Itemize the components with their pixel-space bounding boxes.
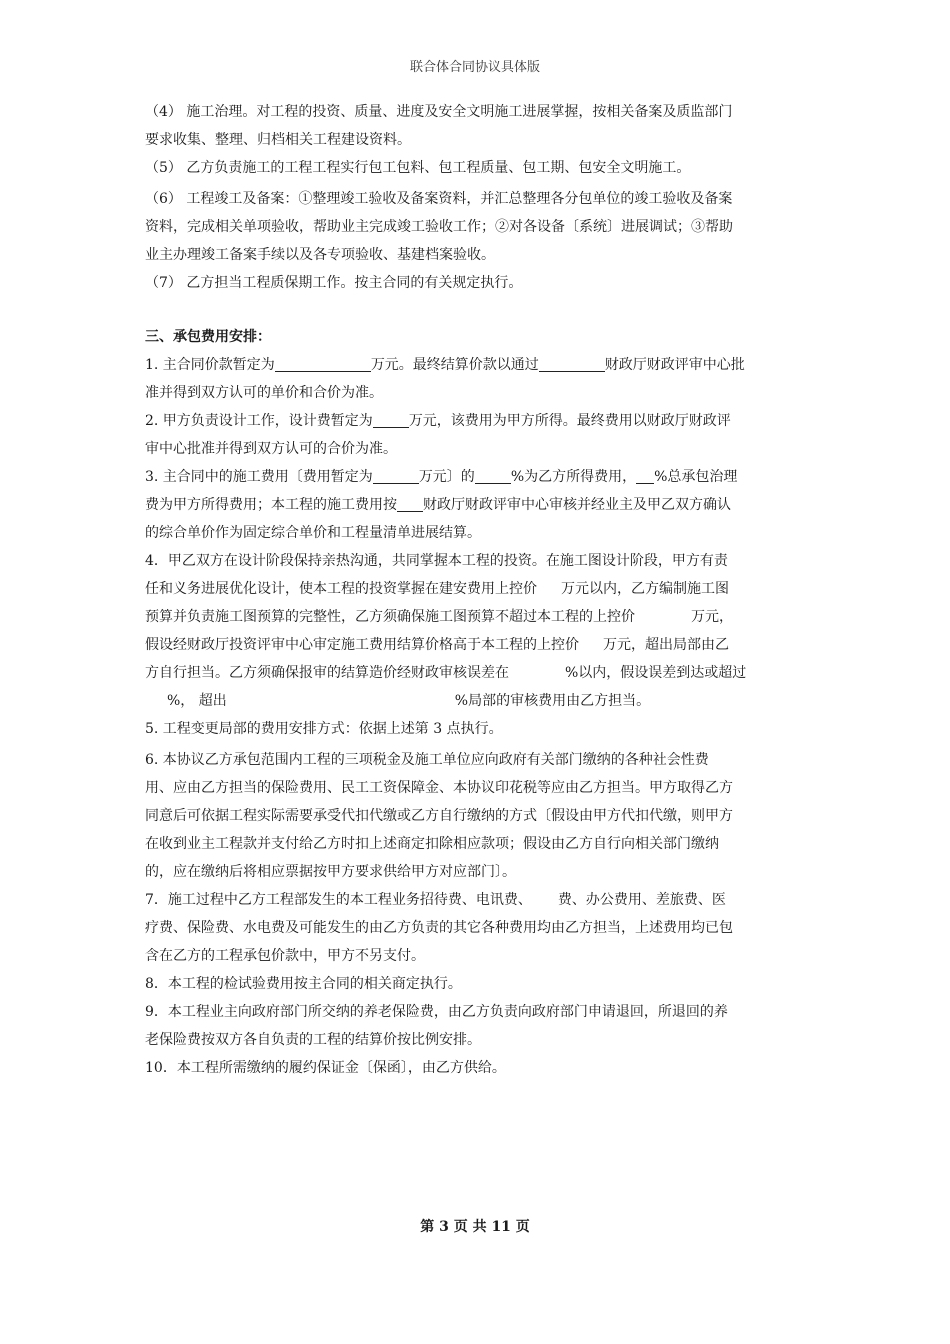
clause-9-line-1: 9．本工程业主向政府部门所交纳的养老保险费，由乙方负责向政府部门申请退回，所退回的养 — [145, 1004, 728, 1020]
blank-field — [636, 465, 654, 484]
clause-6-line-5: 的，应在缴纳后将相应票据按甲方要求供给甲方对应部门〕。 — [145, 864, 516, 880]
clause-1-line-2: 准并得到双方认可的单价和合价为准。 — [145, 385, 383, 401]
item-6-line-1: （6） 工程竣工及备案：①整理竣工验收及备案资料，并汇总整理各分包单位的竣工验收及备案 — [145, 191, 733, 207]
section-3-heading: 三、承包费用安排： — [145, 329, 271, 345]
clause-7-line-1: 7．施工过程中乙方工程部发生的本工程业务招待费、电讯费、 费、办公费用、差旅费、医 — [145, 892, 726, 908]
item-4-line-1: （4） 施工治理。对工程的投资、质量、进度及安全文明施工进展掌握，按相关备案及质监部门 — [145, 104, 733, 120]
item-5: （5） 乙方负责施工的工程工程实行包工包料、包工程质量、包工期、包安全文明施工。 — [145, 160, 691, 176]
blank-field — [397, 493, 423, 512]
clause-6-line-4: 在收到业主工程款并支付给乙方时扣上述商定扣除相应款项；假设由乙方自行向相关部门缴纳 — [145, 836, 719, 852]
clause-3-line-1: 3. 主合同中的施工费用〔费用暂定为 万元〕的 %为乙方所得费用， %总承包治理 — [145, 463, 825, 491]
page-number: 第 3 页 共 11 页 — [420, 1219, 530, 1235]
clause-4-line-5: 方自行担当。乙方须确保报审的结算造价经财政审核误差在 %以内，假设误差到达或超过 — [145, 665, 747, 681]
clause-6-line-2: 用、应由乙方担当的保险费用、民工工资保障金、本协议印花税等应由乙方担当。甲方取得乙方 — [145, 780, 733, 796]
clause-2-line-1: 2. 甲方负责设计工作，设计费暂定为 万元，该费用为甲方所得。最终费用以财政厅财政评 — [145, 407, 825, 435]
blank-field — [539, 353, 605, 372]
blank-field — [475, 465, 511, 484]
clause-4-line-4: 假设经财政厅投资评审中心审定施工费用结算价格高于本工程的上控价 万元，超出局部由乙 — [145, 637, 729, 653]
item-7: （7） 乙方担当工程质保期工作。按主合同的有关规定执行。 — [145, 275, 523, 291]
clause-3-line-2: 费为甲方所得费用；本工程的施工费用按 财政厅财政评审中心审核并经业主及甲乙双方确认 — [145, 491, 825, 519]
clause-7-line-3: 含在乙方的工程承包价款中，甲方不另支付。 — [145, 948, 425, 964]
item-4-line-2: 要求收集、整理、归档相关工程建设资料。 — [145, 132, 411, 148]
document-body — [145, 98, 825, 1082]
clause-7-line-2: 疗费、保险费、水电费及可能发生的由乙方负责的其它各种费用均由乙方担当，上述费用均已包 — [145, 920, 733, 936]
clause-9-line-2: 老保险费按双方各自负责的工程的结算价按比例安排。 — [145, 1032, 481, 1048]
blank-field — [275, 353, 371, 372]
clause-2-line-2: 审中心批准并得到双方认可的合价为准。 — [145, 441, 397, 457]
clause-1-line-1: 1. 主合同价款暂定为 万元。最终结算价款以通过 财政厅财政评审中心批 — [145, 351, 825, 379]
clause-8: 8．本工程的检试验费用按主合同的相关商定执行。 — [145, 976, 462, 992]
clause-4-line-3: 预算并负责施工图预算的完整性，乙方须确保施工图预算不超过本工程的上控价 万元， — [145, 609, 733, 625]
clause-6-line-3: 同意后可依据工程实际需要承受代扣代缴或乙方自行缴纳的方式〔假设由甲方代扣代缴，则甲方 — [145, 808, 733, 824]
clause-4-line-1: 4．甲乙双方在设计阶段保持亲热沟通，共同掌握本工程的投资。在施工图设计阶段，甲方有责 — [145, 553, 728, 569]
clause-10: 10．本工程所需缴纳的履约保证金〔保函〕，由乙方供给。 — [145, 1060, 506, 1076]
clause-6-line-1: 6. 本协议乙方承包范围内工程的三项税金及施工单位应向政府有关部门缴纳的各种社会性费 — [145, 752, 709, 768]
clause-4-line-2: 任和义务进展优化设计，使本工程的投资掌握在建安费用上控价 万元以内，乙方编制施工图 — [145, 581, 729, 597]
blank-field — [373, 465, 419, 484]
clause-4-line-6: %， 超出 %局部的审核费用由乙方担当。 — [167, 693, 651, 709]
clause-5: 5. 工程变更局部的费用安排方式：依据上述第 3 点执行。 — [145, 721, 503, 737]
item-6-line-2: 资料，完成相关单项验收，帮助业主完成竣工验收工作；②对各设备〔系统〕进展调试；③帮助 — [145, 219, 733, 235]
item-6-line-3: 业主办理竣工备案手续以及各专项验收、基建档案验收。 — [145, 247, 495, 263]
document-header: 联合体合同协议具体版 — [409, 60, 540, 75]
blank-field — [373, 409, 409, 428]
clause-3-line-3: 的综合单价作为固定综合单价和工程量清单进展结算。 — [145, 525, 481, 541]
